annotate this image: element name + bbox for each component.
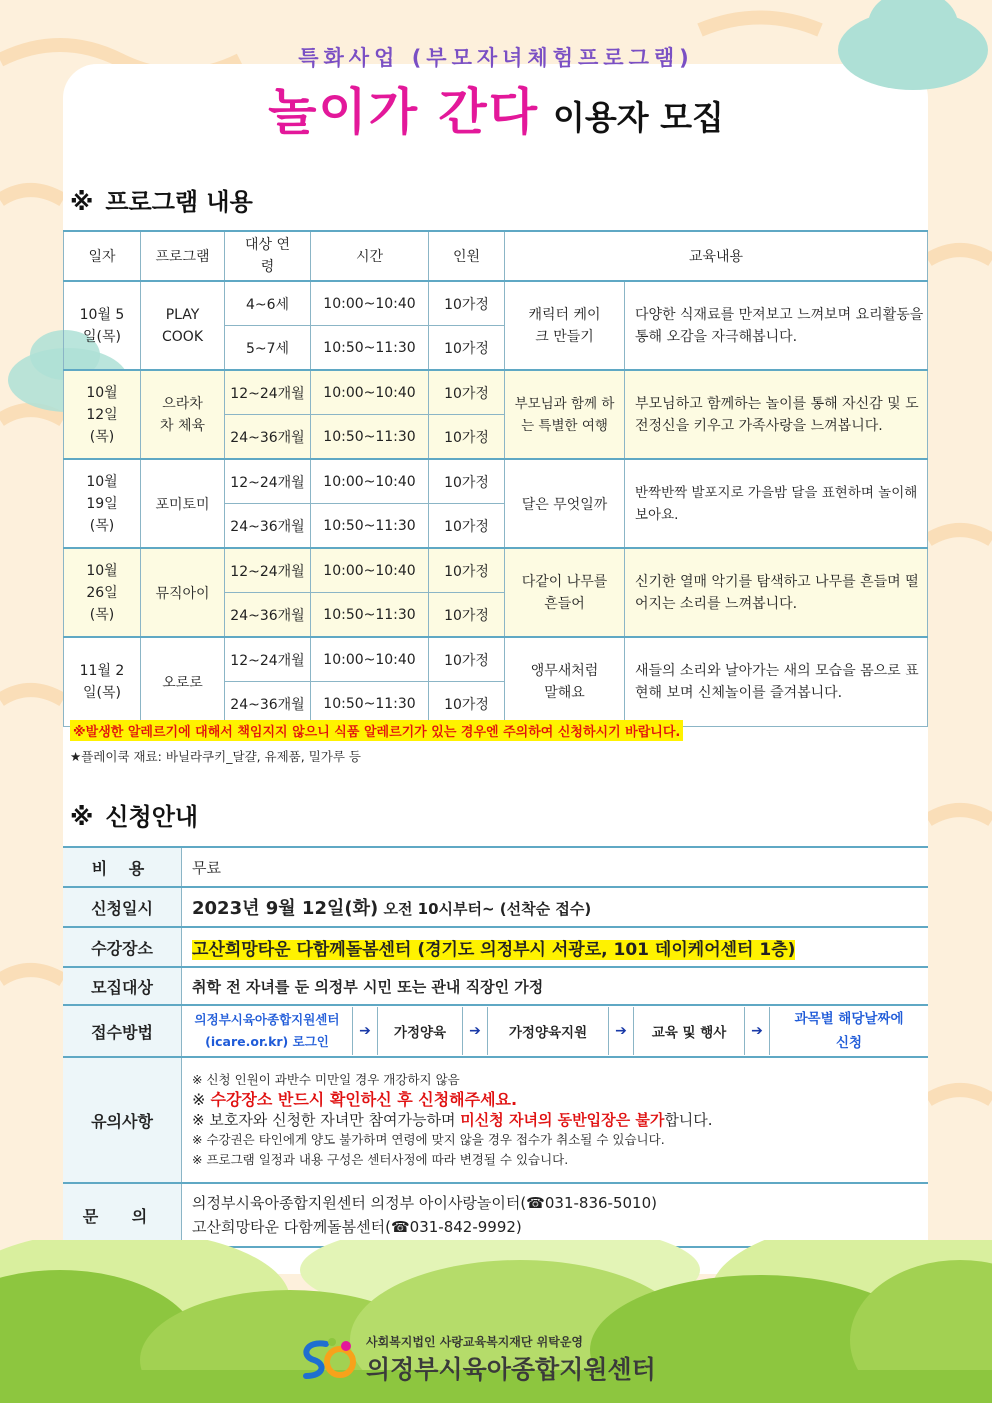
section-title: 프로그램 내용	[105, 188, 253, 216]
row-date: 10월 5일(목)	[64, 281, 141, 370]
program-section-heading	[70, 182, 253, 217]
cost-value: 무료	[182, 847, 929, 887]
row-time: 10:00~10:40	[311, 637, 429, 682]
table-row	[64, 637, 928, 682]
program-table	[63, 230, 928, 727]
row-program: 포미토미	[141, 459, 225, 548]
col-header-date: 일자	[64, 231, 141, 281]
contact-row	[63, 1183, 928, 1247]
row-age: 24~36개월	[225, 593, 311, 638]
table-row	[64, 370, 928, 415]
row-date: 10월 26일(목)	[64, 548, 141, 637]
row-people: 10가정	[429, 504, 505, 549]
row-age: 12~24개월	[225, 637, 311, 682]
row-people: 10가정	[429, 682, 505, 727]
caution-item: ※ 신청 인원이 과반수 미만일 경우 개강하지 않음	[192, 1072, 460, 1087]
caution-text: 합니다.	[664, 1111, 713, 1129]
col-header-age: 대상 연령	[225, 231, 311, 281]
row-date: 11월 2일(목)	[64, 637, 141, 726]
target-value: 취학 전 자녀를 둔 의정부 시민 또는 관내 직장인 가정	[182, 967, 929, 1005]
logo-icon	[296, 1336, 362, 1384]
contact-cell	[182, 1183, 929, 1247]
row-age: 12~24개월	[225, 459, 311, 504]
row-time: 10:00~10:40	[311, 281, 429, 326]
title-pink: 놀이가 간다	[268, 83, 540, 141]
row-time: 10:50~11:30	[311, 415, 429, 460]
caution-mark: ※	[192, 1090, 211, 1109]
page-subtitle: 특화사업 (부모자녀체험프로그램)	[298, 46, 694, 70]
row-age: 12~24개월	[225, 548, 311, 593]
row-people: 10가정	[429, 548, 505, 593]
row-people: 10가정	[429, 326, 505, 371]
row-activity: 달은 무엇일까	[505, 459, 625, 548]
row-people: 10가정	[429, 459, 505, 504]
col-header-program: 프로그램	[141, 231, 225, 281]
row-program: 으라차차 체육	[141, 370, 225, 459]
method-step-education-events: 교육 및 행사	[633, 1007, 745, 1055]
place-value: 고산희망타운 다함께돌봄센터 (경기도 의정부시 서광로, 101 데이케어센터 1층)	[192, 939, 796, 960]
logo-org-big: 의정부시육아종합지원센터	[366, 1355, 656, 1384]
reference-mark: ※	[70, 803, 94, 831]
table-row	[64, 459, 928, 504]
place-label: 수강장소	[63, 927, 182, 967]
row-activity: 부모님과 함께 하는 특별한 여행	[505, 370, 625, 459]
application-table	[63, 846, 928, 1248]
row-program: 뮤직아이	[141, 548, 225, 637]
arrow-icon: ➔	[359, 1023, 371, 1039]
table-header-row	[64, 231, 928, 281]
row-people: 10가정	[429, 281, 505, 326]
caution-emphasis: 미신청 자녀의 동반입장은 불가	[460, 1111, 665, 1129]
method-row	[63, 1005, 928, 1057]
place-row	[63, 927, 928, 967]
method-step-apply-by-date: 과목별 해당날짜에 신청	[769, 1007, 928, 1055]
arrow-icon: ➔	[469, 1023, 481, 1039]
col-header-content: 교육내용	[505, 231, 928, 281]
row-age: 5~7세	[225, 326, 311, 371]
contact-label: 문 의	[63, 1183, 182, 1247]
caution-item	[192, 1090, 928, 1110]
date-value-main: 2023년 9월 12일(화)	[192, 898, 379, 919]
caution-item: ※ 프로그램 일정과 내용 구성은 센터사정에 따라 변경될 수 있습니다.	[192, 1152, 569, 1167]
row-time: 10:00~10:40	[311, 370, 429, 415]
caution-item: ※ 수강권은 타인에게 양도 불가하며 연령에 맞지 않을 경우 접수가 취소될 수 있습니다.	[192, 1132, 665, 1147]
caution-row	[63, 1057, 928, 1183]
row-time: 10:00~10:40	[311, 548, 429, 593]
cost-row	[63, 847, 928, 887]
contact-line: 의정부시육아종합지원센터 의정부 아이사랑놀이터(☎031-836-5010)	[192, 1194, 657, 1212]
col-header-time: 시간	[311, 231, 429, 281]
date-label: 신청일시	[63, 887, 182, 927]
row-program: PLAY COOK	[141, 281, 225, 370]
method-cell	[182, 1005, 929, 1057]
contact-line: 고산희망타운 다함께돌봄센터(☎031-842-9992)	[192, 1218, 522, 1236]
row-time: 10:50~11:30	[311, 593, 429, 638]
ingredients-note: ★플레이쿡 재료: 바닐라쿠키_달걀, 유제품, 밀가루 등	[70, 749, 361, 764]
caution-item	[192, 1110, 928, 1130]
method-step-parenting-support: 가정양육지원	[487, 1007, 609, 1055]
table-row	[64, 548, 928, 593]
row-description: 부모님하고 함께하는 놀이를 통해 자신감 및 도전정신을 키우고 가족사랑을 느껴봅니다.	[625, 370, 928, 459]
row-description: 다양한 식재료를 만져보고 느껴보며 요리활동을 통해 오감을 자극해봅니다.	[625, 281, 928, 370]
row-date: 10월 12일(목)	[64, 370, 141, 459]
place-cell	[182, 927, 929, 967]
caution-text: ※ 보호자와 신청한 자녀만 참여가능하며	[192, 1111, 461, 1129]
row-date: 10월 19일(목)	[64, 459, 141, 548]
row-activity: 앵무새처럼 말해요	[505, 637, 625, 726]
method-step-login: 의정부시육아종합지원센터 (icare.or.kr) 로그인	[182, 1007, 353, 1055]
section-title: 신청안내	[105, 803, 199, 831]
arrow-icon: ➔	[615, 1023, 627, 1039]
row-people: 10가정	[429, 415, 505, 460]
row-description: 새들의 소리와 날아가는 새의 모습을 몸으로 표현해 보며 신체놀이를 즐겨봅니다.	[625, 637, 928, 726]
row-time: 10:50~11:30	[311, 504, 429, 549]
center-logo	[296, 1333, 656, 1386]
row-age: 24~36개월	[225, 504, 311, 549]
row-age: 24~36개월	[225, 682, 311, 727]
row-people: 10가정	[429, 593, 505, 638]
allergy-warning: ※발생한 알레르기에 대해서 책임지지 않으니 식품 알레르기가 있는 경우엔 주의하여 신청하시기 바랍니다.	[70, 720, 683, 741]
row-program: 오로로	[141, 637, 225, 726]
method-steps	[182, 1007, 928, 1055]
logo-org-small: 사회복지법인 사랑교육복지재단 위탁운영	[366, 1335, 584, 1349]
row-people: 10가정	[429, 370, 505, 415]
title-black: 이용자 모집	[553, 98, 724, 137]
apply-section-heading	[70, 797, 198, 832]
caution-list	[182, 1057, 929, 1183]
row-age: 12~24개월	[225, 370, 311, 415]
col-header-people: 인원	[429, 231, 505, 281]
row-age: 4~6세	[225, 281, 311, 326]
row-age: 24~36개월	[225, 415, 311, 460]
method-label: 접수방법	[63, 1005, 182, 1057]
row-activity: 캐릭터 케이크 만들기	[505, 281, 625, 370]
row-time: 10:50~11:30	[311, 682, 429, 727]
table-row	[64, 281, 928, 326]
date-value	[182, 887, 929, 927]
target-label: 모집대상	[63, 967, 182, 1005]
reference-mark: ※	[70, 188, 94, 216]
row-people: 10가정	[429, 637, 505, 682]
cost-label: 비 용	[63, 847, 182, 887]
row-activity: 다같이 나무를 흔들어	[505, 548, 625, 637]
caution-label: 유의사항	[63, 1057, 182, 1183]
row-time: 10:50~11:30	[311, 326, 429, 371]
date-value-detail: 오전 10시부터~ (선착순 접수)	[383, 900, 592, 918]
page-title	[0, 72, 992, 144]
caution-emphasis: 수강장소 반드시 확인하신 후 신청해주세요.	[210, 1090, 518, 1109]
date-row	[63, 887, 928, 927]
target-row	[63, 967, 928, 1005]
arrow-icon: ➔	[751, 1023, 763, 1039]
method-step-home-parenting: 가정양육	[377, 1007, 463, 1055]
row-description: 신기한 열매 악기를 탐색하고 나무를 흔들며 떨어지는 소리를 느껴봅니다.	[625, 548, 928, 637]
row-description: 반짝반짝 발포지로 가을밤 달을 표현하며 놀이해 보아요.	[625, 459, 928, 548]
row-time: 10:00~10:40	[311, 459, 429, 504]
